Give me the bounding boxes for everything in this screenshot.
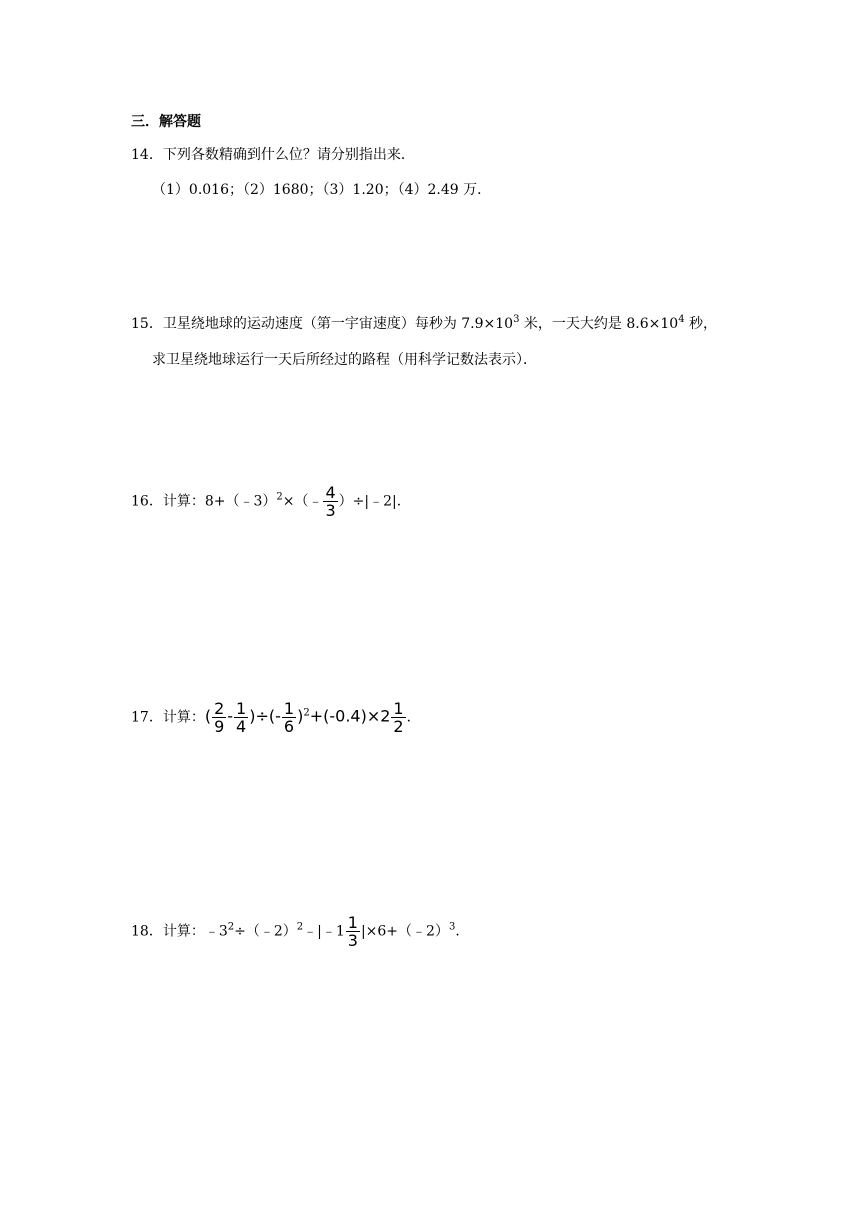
exponent: 4 bbox=[678, 314, 685, 325]
expr-part: ）÷|﹣2|． bbox=[338, 493, 411, 510]
expr-part: ﹣|﹣1 bbox=[303, 923, 345, 940]
question-number: 18． bbox=[131, 923, 163, 940]
question-text: 卫星绕地球的运动速度（第一宇宙速度）每秒为 7.9×10 bbox=[162, 316, 514, 332]
question-14-items: （1）0.016；（2）1680；（3）1.20；（4）2.49 万． bbox=[152, 182, 492, 198]
expr-part: ) bbox=[297, 706, 304, 726]
expr-part: )÷(- bbox=[249, 706, 281, 726]
denominator: 9 bbox=[214, 717, 225, 736]
denominator: 3 bbox=[347, 931, 358, 950]
expr-part: ÷（﹣2） bbox=[234, 923, 297, 940]
question-number: 14． bbox=[131, 147, 163, 163]
denominator: 6 bbox=[283, 717, 295, 736]
expr-part: ×（﹣ bbox=[282, 493, 323, 510]
question-17 bbox=[131, 700, 421, 735]
numerator: 1 bbox=[236, 699, 247, 718]
denominator: 2 bbox=[393, 717, 404, 736]
question-text: 秒， bbox=[684, 316, 718, 332]
question-number: 17． bbox=[131, 709, 163, 726]
section-title: 三．解答题 bbox=[131, 114, 201, 130]
question-16 bbox=[131, 484, 411, 519]
expr-part: +(-0.4)×2 bbox=[309, 706, 391, 726]
numerator: 1 bbox=[283, 699, 295, 718]
question-15 bbox=[131, 314, 717, 334]
question-label: 计算： bbox=[162, 493, 205, 510]
expr-part: |×6+（﹣2） bbox=[360, 923, 449, 940]
exponent: 2 bbox=[276, 491, 283, 503]
question-text: 米，一天大约是 8.6×10 bbox=[519, 316, 679, 332]
expr-part: - bbox=[227, 706, 234, 726]
question-label: 计算： bbox=[162, 923, 205, 940]
numerator: 1 bbox=[347, 913, 358, 932]
numerator: 4 bbox=[325, 483, 336, 502]
exponent: 2 bbox=[227, 921, 235, 933]
question-label: 计算： bbox=[162, 709, 205, 726]
fraction bbox=[323, 484, 337, 519]
question-text: 下列各数精确到什么位？请分别指出来． bbox=[162, 147, 415, 163]
fraction bbox=[234, 700, 248, 735]
fraction bbox=[212, 700, 226, 735]
question-14 bbox=[131, 145, 415, 165]
question-number: 16． bbox=[131, 493, 163, 510]
expr-part: ． bbox=[455, 923, 470, 940]
expr-part: ﹣3 bbox=[204, 923, 228, 940]
expr-part: 8+（﹣3） bbox=[204, 493, 277, 510]
fraction bbox=[282, 700, 296, 735]
exponent: 3 bbox=[448, 921, 456, 933]
question-15-line2: 求卫星绕地球运行一天后所经过的路程（用科学记数法表示）． bbox=[152, 352, 537, 368]
numerator: 2 bbox=[214, 699, 225, 718]
expr-part: ( bbox=[204, 706, 212, 726]
fraction bbox=[346, 914, 360, 949]
question-18 bbox=[131, 914, 469, 949]
denominator: 4 bbox=[236, 717, 247, 736]
question-number: 15． bbox=[131, 316, 163, 332]
fraction bbox=[391, 700, 405, 735]
exponent: 2 bbox=[303, 707, 310, 719]
exponent: 2 bbox=[296, 921, 304, 933]
denominator: 3 bbox=[325, 501, 336, 520]
expr-part: ． bbox=[406, 709, 421, 726]
numerator: 1 bbox=[393, 699, 404, 718]
exponent: 3 bbox=[513, 314, 520, 325]
